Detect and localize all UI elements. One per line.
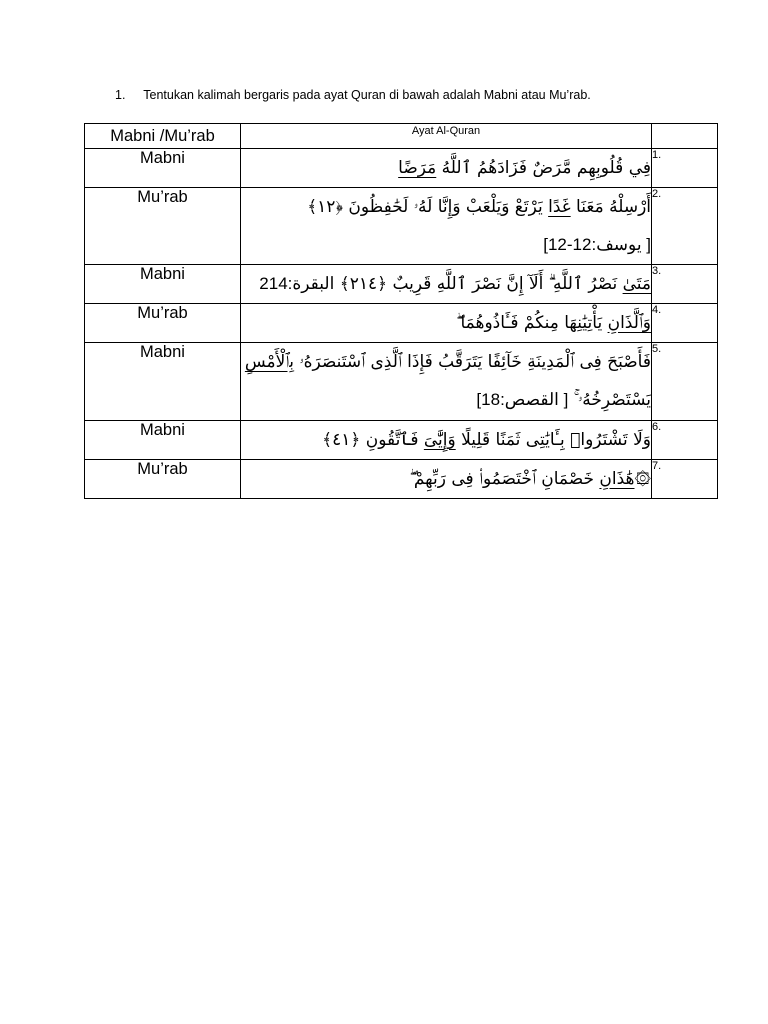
ayah-table	[84, 123, 718, 499]
underlined-word: هَٰذَانِ	[599, 469, 635, 489]
ayah-text: يَأْتِيَٰنِهَا مِنكُمْ فَـَٔاذُوهُمَا ۖ	[456, 313, 608, 333]
ayah-cell	[241, 188, 652, 265]
answer-cell: Mabni	[85, 343, 241, 421]
answer-cell: Mu’rab	[85, 460, 241, 499]
ayah-text: ۞	[634, 469, 651, 489]
number-cell: 6.	[652, 421, 718, 460]
answer-cell: Mabni	[85, 421, 241, 460]
table-row	[85, 343, 718, 421]
ayah-text: نَصْرُ ٱللَّهِ ۗ أَلَآ إِنَّ نَصْرَ ٱللَّهِ قَرِيبٌ ﴿٢١٤﴾	[339, 274, 623, 294]
underlined-word: وَإِيَّٰىَ	[423, 430, 456, 450]
header-number	[652, 124, 718, 149]
table-row	[85, 188, 718, 265]
answer-cell: Mu’rab	[85, 188, 241, 265]
underlined-word: بِٱلْأَمْسِ	[244, 352, 294, 372]
number-cell: 1.	[652, 149, 718, 188]
ayah-text: أَرْسِلْهُ مَعَنَا	[570, 197, 651, 217]
table-row	[85, 304, 718, 343]
ayah-text: خَصْمَانِ ٱخْتَصَمُوا۟ فِى رَبِّهِمْ ۖ	[409, 469, 600, 489]
number-cell: 5.	[652, 343, 718, 421]
table-row	[85, 265, 718, 304]
surah-reference: البقرة:214	[259, 274, 335, 293]
underlined-word: مَرَضًا	[398, 158, 437, 178]
table-row	[85, 460, 718, 499]
answer-cell: Mabni	[85, 265, 241, 304]
ayah-cell	[241, 460, 652, 499]
surah-reference: [ القصص:18]	[476, 390, 569, 409]
ayah-text: وَلَا تَشْتَرُوا۟ بِـَٔايَٰتِى ثَمَنًا قَلِيلًا	[455, 430, 651, 450]
ayah-cell	[241, 265, 652, 304]
table-row	[85, 149, 718, 188]
surah-reference: [ يوسف:12-12]	[543, 235, 651, 254]
number-cell: 4.	[652, 304, 718, 343]
ayah-cell	[241, 421, 652, 460]
ayah-text: فَٱتَّقُونِ ﴿٤١﴾	[322, 430, 424, 450]
number-cell: 2.	[652, 188, 718, 265]
ayah-cell	[241, 343, 652, 421]
number-cell: 3.	[652, 265, 718, 304]
underlined-word: وَٱلَّذَانِ	[607, 313, 651, 333]
answer-cell: Mabni	[85, 149, 241, 188]
instruction-text: Tentukan kalimah bergaris pada ayat Quran di bawah adalah Mabni atau Mu’rab.	[143, 88, 591, 102]
header-answer: Mabni /Mu’rab	[85, 124, 241, 149]
underlined-word: مَتَىٰ	[622, 274, 651, 294]
instruction	[115, 88, 591, 102]
ayah-text: يَرْتَعْ وَيَلْعَبْ وَإِنَّا لَهُۥ لَحَٰفِظُونَ ﴿١٢﴾	[307, 197, 549, 217]
answer-cell: Mu’rab	[85, 304, 241, 343]
table-header-row	[85, 124, 718, 149]
underlined-word: غَدًا	[548, 197, 571, 217]
ayah-cell	[241, 149, 652, 188]
header-ayah: Ayat Al-Quran	[241, 124, 652, 149]
instruction-number: 1.	[115, 88, 126, 102]
table-row	[85, 421, 718, 460]
number-cell: 7.	[652, 460, 718, 499]
ayah-text: فَأَصْبَحَ فِى ٱلْمَدِينَةِ خَآئِفًا يَتَرَقَّبُ فَإِذَا ٱلَّذِى ٱسْتَنصَرَهُۥ	[293, 352, 651, 372]
ayah-text: فِي قُلُوبِهِم مَّرَضٌ فَزَادَهُمُ ٱللَّهُ	[436, 158, 651, 178]
ayah-cell	[241, 304, 652, 343]
ayah-text: يَسْتَصْرِخُهُۥ ۚ	[573, 390, 651, 410]
